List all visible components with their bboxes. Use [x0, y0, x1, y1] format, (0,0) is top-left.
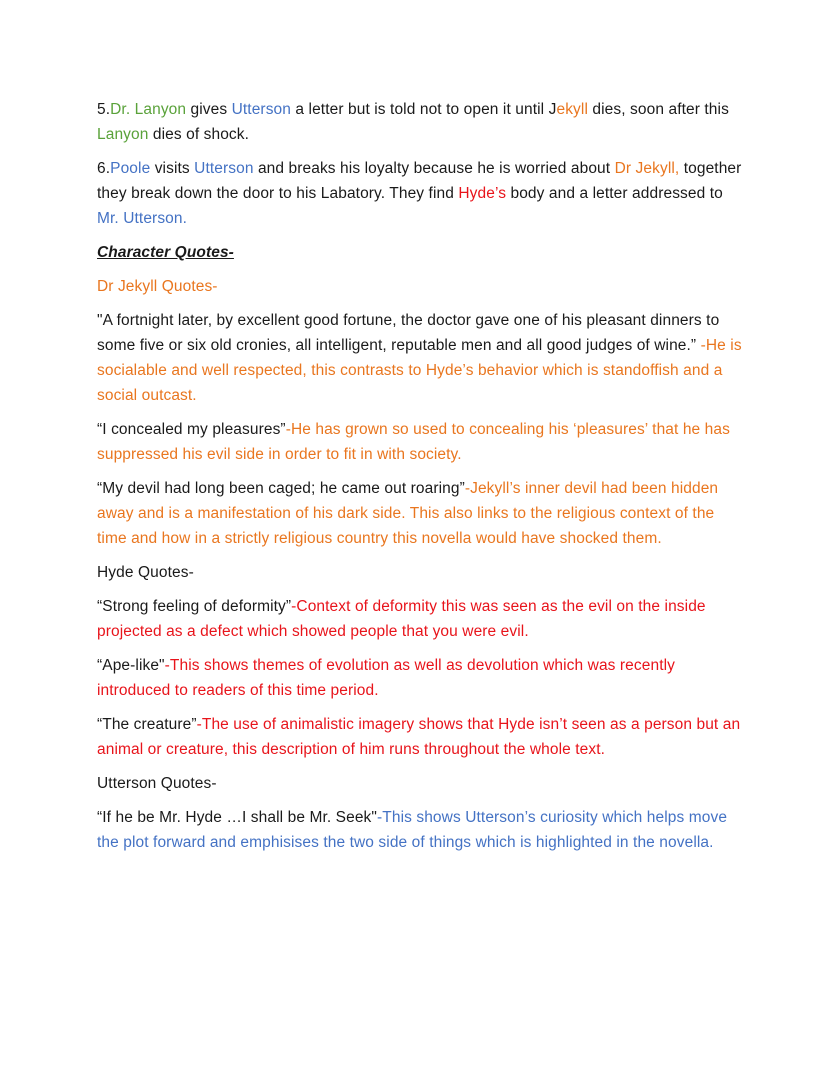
text-run: -This shows Utterson’s curiosity which helps move the plot forward and emphisises the two side of things which is highlighted in the novella. [97, 809, 728, 851]
text-run: -He has grown so used to concealing his ‘pleasures’ that he has suppressed his evil side in order to fit in with society. [97, 421, 730, 463]
text-run: "A fortnight later, by excellent good fortune, the doctor gave one of his pleasant dinners to some five or six old cronies, all intelligent, reputable men and all good judges of wine.” [97, 312, 720, 354]
text-run: Hyde’s [458, 185, 507, 202]
text-run: 6. [97, 160, 111, 177]
document-page [97, 97, 747, 864]
utterson-quotes-heading: Utterson Quotes- [97, 775, 217, 792]
hyde-quote-3 [97, 712, 747, 762]
hyde-quotes-heading: Hyde Quotes- [97, 564, 194, 581]
text-run: “Ape-like" [97, 657, 165, 674]
text-run: a letter but is told not to open it until J [291, 101, 557, 118]
text-run: and breaks his loyalty because he is worried about [253, 160, 615, 177]
text-run: body and a letter addressed to [506, 185, 723, 202]
text-run: dies, soon after this [588, 101, 729, 118]
text-run: -The use of animalistic imagery shows that Hyde isn’t seen as a person but an animal or creature, this description of him runs throughout the whole text. [97, 716, 741, 758]
text-run: Mr. Utterson. [97, 210, 188, 227]
text-run: Dr. Lanyon [110, 101, 187, 118]
text-run: “The creature” [97, 716, 197, 733]
hyde-quote-1 [97, 594, 747, 644]
text-run: Dr Jekyll, [614, 160, 680, 177]
text-run: Poole [110, 160, 151, 177]
event-5-paragraph [97, 97, 747, 147]
character-quotes-heading: Character Quotes- [97, 244, 234, 261]
jekyll-quotes-heading: Dr Jekyll Quotes- [97, 278, 218, 295]
utterson-quote-1 [97, 805, 747, 855]
text-run: Utterson [231, 101, 291, 118]
text-run: 5. [97, 101, 111, 118]
text-run: “Strong feeling of deformity” [97, 598, 292, 615]
text-run: gives [186, 101, 232, 118]
jekyll-quote-1 [97, 308, 747, 408]
text-run: Lanyon [97, 126, 149, 143]
text-run: -Context of deformity this was seen as the evil on the inside projected as a defect which showed people that you were evil. [97, 598, 706, 640]
jekyll-quote-3 [97, 476, 747, 551]
event-6-paragraph [97, 156, 747, 231]
hyde-quote-2 [97, 653, 747, 703]
text-run: -Jekyll’s inner devil had been hidden away and is a manifestation of his dark side. This also links to the religious context of the time and how in a strictly religious country this novella would have shocked them. [97, 480, 719, 547]
text-run: -This shows themes of evolution as well as devolution which was recently introduced to readers of this time period. [97, 657, 675, 699]
text-run: “If he be Mr. Hyde …I shall be Mr. Seek" [97, 809, 378, 826]
text-run: ekyll [556, 101, 588, 118]
text-run: “I concealed my pleasures” [97, 421, 286, 438]
text-run: together they break down the door to his Labatory. They find [97, 160, 742, 202]
text-run: Utterson [194, 160, 254, 177]
text-run: “My devil had long been caged; he came out roaring” [97, 480, 465, 497]
text-run: -He is socialable and well respected, this contrasts to Hyde’s behavior which is standoffish and a social outcast. [97, 337, 742, 404]
text-run: dies of shock. [148, 126, 250, 143]
jekyll-quote-2 [97, 417, 747, 467]
text-run: visits [150, 160, 195, 177]
